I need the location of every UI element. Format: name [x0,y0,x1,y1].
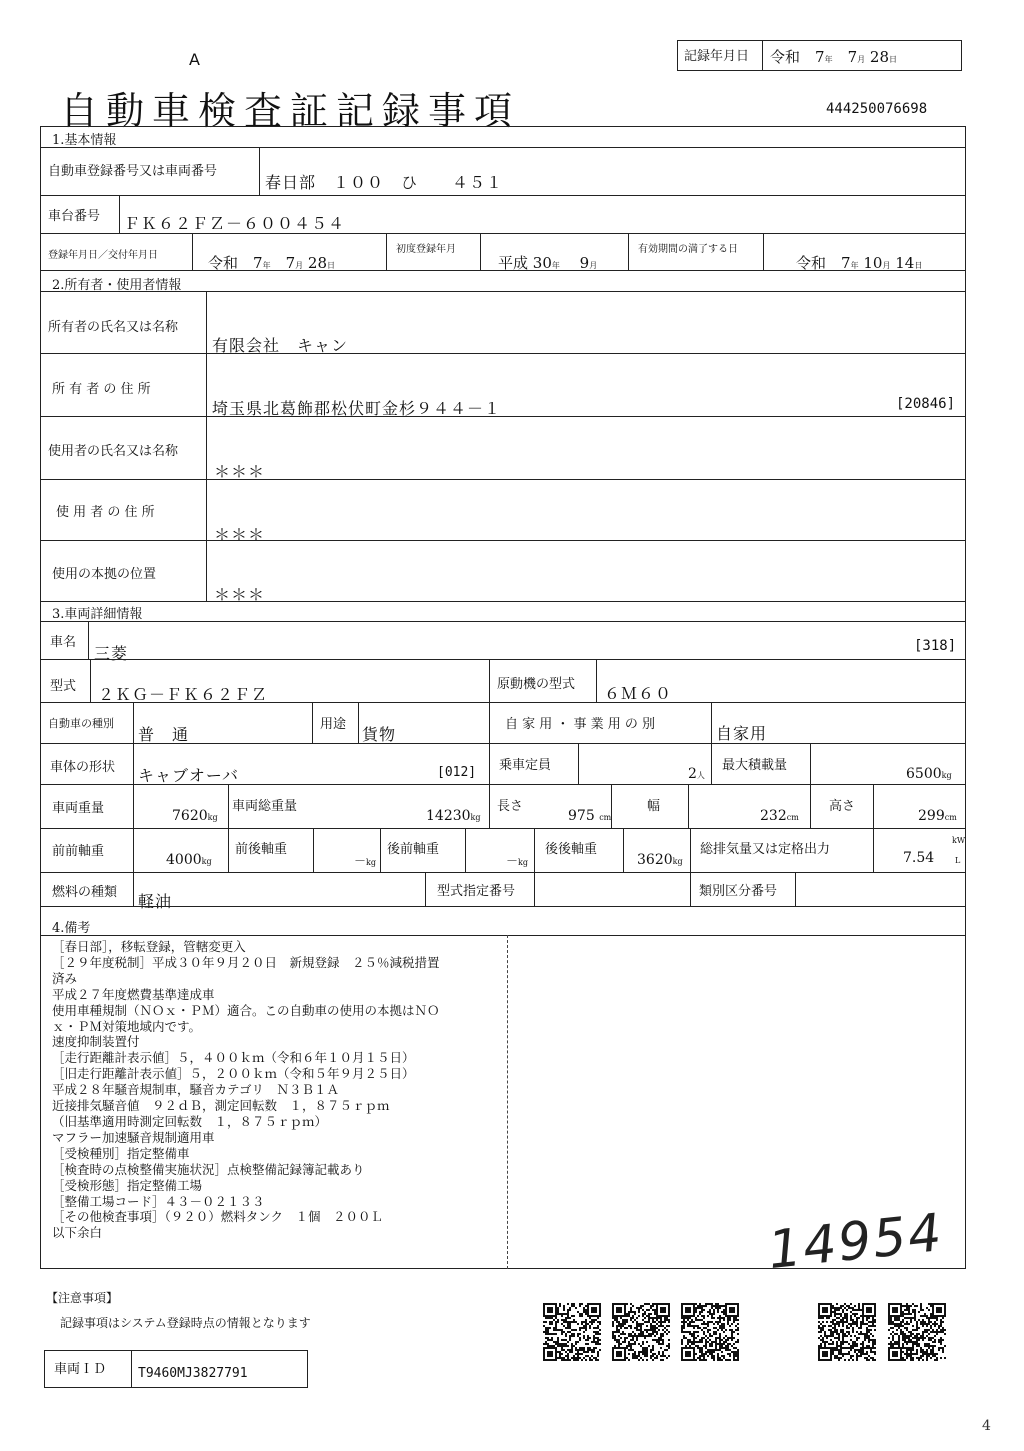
displacement-value: 7.54 [903,850,935,866]
qr-code-1 [543,1303,601,1361]
vehicle-kind-value: 普 通 [138,725,190,744]
remarks-line: マフラー加速騒音規制適用車 [52,1129,215,1145]
displacement-unit-kw: kW [952,836,966,845]
remarks-line: ［受検形態］指定整備工場 [52,1177,203,1193]
max-load-label: 最大積載量 [722,758,788,773]
base-location-label: 使用の本拠の位置 [52,567,157,582]
front-rear-axle-value: －kg [354,854,376,868]
reg-number-label: 自動車登録番号又は車両番号 [48,164,218,179]
maker-code: [318] [914,638,957,654]
max-load-value: 6500kg [906,766,952,782]
class-number-label: 類別区分番号 [699,884,778,899]
vehicle-weight-label: 車両重量 [52,801,105,816]
vehicle-id-value: T9460MJ3827791 [138,1366,248,1381]
first-reg-label: 初度登録年月 [396,244,456,255]
remarks-line: ［検査時の点検整備実施状況］点検整備記録簿記載あり [52,1161,365,1177]
chassis-number-value: ＦＫ６２ＦＺ－６００４５４ [124,214,346,233]
capacity-value: 2人 [688,766,705,782]
handwritten-number: 14954 [765,1202,947,1282]
header-mark: A [189,50,200,69]
user-address-value: ＊＊＊ [214,525,266,544]
rear-front-axle-value: －kg [506,854,528,868]
rear-rear-axle-value: 3620kg [637,852,683,868]
model-value: ２ＫＧ－ＦＫ６２ＦＺ [98,685,269,704]
user-address-label: 使 用 者 の 住 所 [56,505,155,520]
vehicle-kind-label: 自動車の種別 [48,717,114,730]
reg-number-value: 春日部 １００ ひ ４５１ [265,173,504,192]
displacement-label: 総排気量又は定格出力 [700,842,831,857]
expiry-value: 令和 7年 10月 14日 [796,254,923,272]
base-location-value: ＊＊＊ [214,585,266,604]
length-value: 975 cm [568,808,612,824]
capacity-label: 乗車定員 [499,758,552,773]
rear-front-axle-label: 後前軸重 [387,842,440,857]
user-name-label: 使用者の氏名又は名称 [48,444,179,459]
body-shape-label: 車体の形状 [50,760,116,775]
qr-code-2 [612,1303,670,1361]
section2-title: 2.所有者・使用者情報 [52,278,182,293]
reg-date-label: 登録年月日／交付年月日 [48,250,158,261]
width-value: 232cm [760,808,799,824]
vehicle-id-label: 車両ＩＤ [54,1362,107,1377]
owner-address-label: 所 有 者 の 住 所 [52,382,151,397]
front-front-axle-label: 前前軸重 [52,844,105,859]
remarks-list [52,939,506,1241]
height-label: 高さ [829,799,856,814]
private-business-label: 自 家 用 ・ 事 業 用 の 別 [505,717,656,732]
section3-title: 3.車両詳細情報 [52,607,143,622]
notes-title: 【注意事項】 [46,1291,119,1305]
width-label: 幅 [647,799,661,814]
body-shape-code: [012] [437,765,477,780]
remarks-line: ［春日部］，移転登録，管轄変更入 [52,939,246,954]
remarks-line: 速度抑制装置付 [52,1034,140,1050]
section4-title: 4.備考 [52,921,91,936]
remarks-line: 平成２８年騒音規制車，騒音カテゴリ Ｎ３Ｂ１Ａ [52,1082,340,1098]
remarks-line: （旧基準適用時測定回転数 １，８７５ｒｐｍ） [52,1113,328,1129]
remarks-line: 平成２７年度燃費基準達成車 [52,986,215,1002]
model-label: 型式 [50,679,77,694]
qr-code-3 [681,1303,739,1361]
remarks-line: 以下余白 [52,1225,103,1241]
section1-title: 1.基本情報 [52,133,117,148]
owner-address-code: [20846] [896,396,956,412]
gross-weight-value: 14230kg [426,808,481,824]
displacement-unit-liter: L [955,856,961,865]
first-reg-value: 平成 30年 9月 [498,254,598,272]
fuel-type-value: 軽油 [138,892,173,911]
expiry-label: 有効期間の満了する日 [638,244,738,255]
owner-address-value: 埼玉県北葛飾郡松伏町金杉９４４－１ [212,399,502,418]
remarks-line: ［その他検査事項］（９２０）燃料タンク １個 ２００Ｌ [52,1209,384,1225]
engine-label: 原動機の型式 [497,677,576,692]
remarks-line: 済み [52,970,78,986]
owner-name-label: 所有者の氏名又は名称 [48,320,179,335]
fuel-type-label: 燃料の種類 [52,885,118,900]
corner-mark: 4 [982,1418,991,1434]
front-rear-axle-label: 前後軸重 [235,842,288,857]
remarks-line: ［旧走行距離計表示値］５，２００ｋｍ（令和５年９月２５日） [52,1066,415,1082]
type-cert-label: 型式指定番号 [437,884,516,899]
remarks-line: 使用車種規制（ＮＯｘ・ＰＭ）適合。この自動車の使用の本拠はＮＯ [52,1002,440,1018]
maker-value: 三菱 [94,644,129,663]
remarks-line: 近接排気騒音値 ９２ｄＢ，測定回転数 １，８７５ｒｐｍ [52,1098,390,1114]
remarks-line: ［受検種別］指定整備車 [52,1145,190,1161]
document-number: 444250076698 [826,101,928,117]
vehicle-weight-value: 7620kg [172,808,218,824]
private-business-value: 自家用 [716,724,768,743]
use-label: 用途 [320,717,347,732]
reg-date-value: 令和 7年 7月 28日 [208,254,336,272]
owner-name-value: 有限会社 キャン [212,336,349,355]
record-date-value: 令和 7年 7月 28日 [770,48,898,66]
remarks-line: ［走行距離計表示値］５，４００ｋｍ（令和６年１０月１５日） [52,1050,415,1066]
remarks-line: ［２９年度税制］平成３０年９月２０日 新規登録 ２５％減税措置 [52,954,440,970]
body-shape-value: キャブオーバ [138,766,240,785]
notes-text: 記録事項はシステム登録時点の情報となります [60,1316,311,1330]
record-date-label: 記録年月日 [684,49,750,64]
engine-value: ６Ｍ６０ [604,684,673,703]
rear-rear-axle-label: 後後軸重 [545,842,598,857]
length-label: 長さ [497,799,524,814]
qr-code-5 [888,1303,946,1361]
height-value: 299cm [918,808,957,824]
user-name-value: ＊＊＊ [214,462,266,481]
gross-weight-label: 車両総重量 [232,799,298,814]
remarks-line: ［整備工場コード］４３－０２１３３ [52,1193,265,1209]
document-title: 自動車検査証記録事項 [60,89,521,133]
front-front-axle-value: 4000kg [166,852,212,868]
use-value: 貨物 [362,725,397,744]
remarks-line: ｘ・ＰＭ対策地域内です。 [52,1018,202,1034]
qr-code-4 [818,1303,876,1361]
chassis-number-label: 車台番号 [48,209,101,224]
maker-label: 車名 [50,635,77,650]
